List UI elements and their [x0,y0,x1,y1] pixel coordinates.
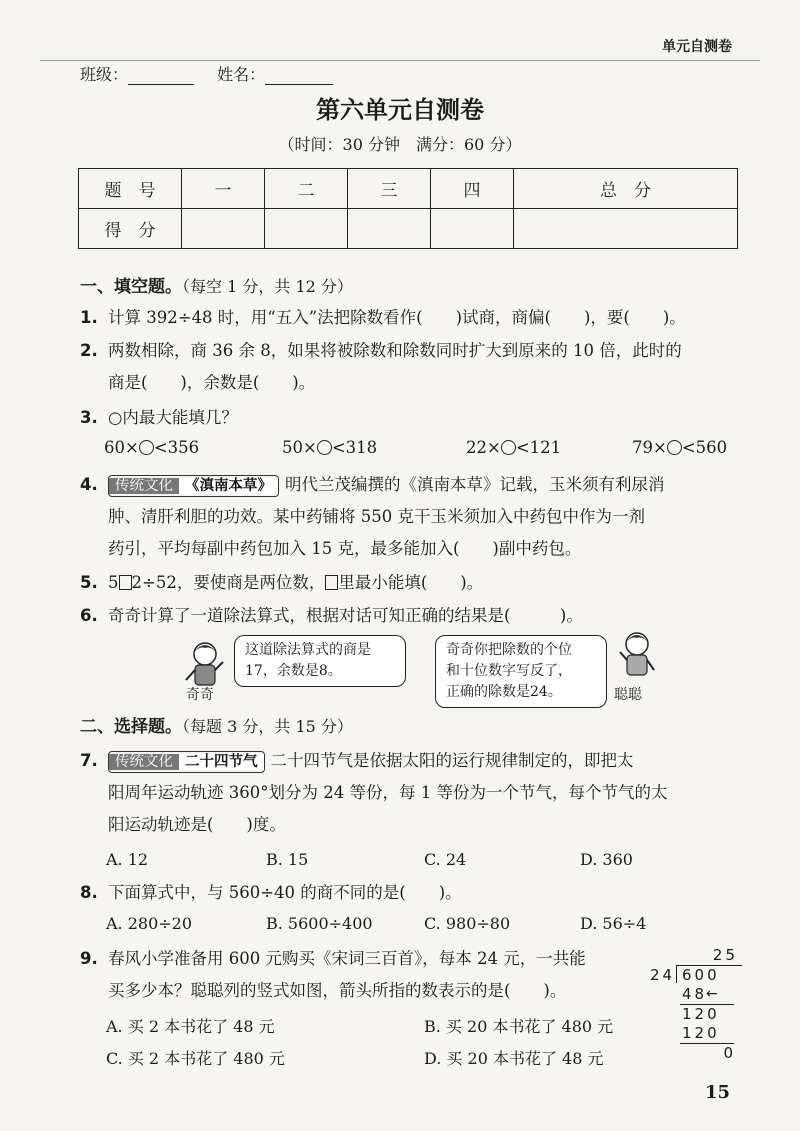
section-2-note: （每题 3 分，共 15 分） [182,717,353,736]
score-cell[interactable] [513,209,737,249]
section-1-heading [80,272,353,297]
question-3 [80,405,740,431]
section-1-title: 一、填空题。 [80,277,182,297]
question-8 [80,880,740,906]
blank-box[interactable] [119,575,132,590]
division-dividend: 600 [682,966,720,984]
option-a[interactable]: A. 买 2 本书花了 48 元 [106,1017,275,1036]
arrow-left-icon: ← [706,986,718,1002]
score-header-cell: 四 [430,169,513,209]
question-number: 6. [80,606,98,625]
section-2-title: 二、选择题。 [80,717,182,737]
score-table-header-row [79,169,738,209]
division-remainder: 0 [723,1044,736,1062]
score-header-cell: 二 [264,169,347,209]
score-cell[interactable] [264,209,347,249]
question-text: 阳运动轨迹是( )度。 [108,815,286,834]
question-text: 计算 392÷48 时，用“五入”法把除数看作( )试商，商偏( )，要( )。 [108,308,686,327]
score-header-cell: 一 [182,169,265,209]
question-4 [80,472,740,562]
question-text: 下面算式中，与 560÷40 的商不同的是( )。 [108,883,462,902]
speech-bubble-left: 这道除法算式的商是 17，余数是8。 [234,635,406,687]
long-division [650,946,742,1066]
score-cell[interactable] [347,209,430,249]
question-text: 药引，平均每副中药包加入 15 克，最多能加入( )副中药包。 [108,539,582,558]
inequality-item: 60× <356 [104,438,200,457]
inequality-item: 50× <318 [282,438,378,457]
page-subtitle: （时间：30 分钟 满分：60 分） [278,135,522,154]
question-text: 阳周年运动轨迹 360°划分为 24 等份，每 1 等份为一个节气，每个节气的太 [108,783,668,802]
question-number: 7. [80,751,98,770]
option-c[interactable]: C. 980÷80 [424,914,511,933]
question-text: 肿、清肝利胆的功效。某中药铺将 550 克干玉米须加入中药包中作为一剂 [108,507,645,526]
question-number: 5. [80,573,98,592]
class-blank[interactable] [128,70,194,85]
class-name-line [80,62,333,85]
question-1 [80,305,740,331]
division-step-1: 48 [682,985,708,1003]
question-7 [80,748,740,838]
question-5 [80,570,740,596]
blank-circle[interactable] [317,440,332,455]
option-b[interactable]: B. 买 20 本书花了 480 元 [424,1017,614,1036]
inequality-item: 79× <560 [632,438,728,457]
class-label: 班级： [80,65,129,84]
question-text: 传统文化 二十四节气 二十四节气是依据太阳的运行规律制定的，即把太 [108,748,740,774]
division-bracket [676,965,677,983]
header-divider [40,60,760,61]
option-a[interactable]: A. 12 [106,850,149,869]
name-blank[interactable] [265,70,333,85]
score-row-label: 得 分 [79,209,182,249]
option-b[interactable]: B. 5600÷400 [266,914,373,933]
question-number: 1. [80,308,98,327]
option-a[interactable]: A. 280÷20 [106,914,193,933]
inequality-item: 22× <121 [466,438,562,457]
question-text: 商是( )，余数是( )。 [108,373,316,392]
blank-circle[interactable] [667,440,682,455]
question-text: 5 2÷52，要使商是两位数， 里最小能填( )。 [108,573,484,592]
option-b[interactable]: B. 15 [266,850,309,869]
question-number: 2. [80,341,98,360]
score-header-cell: 总 分 [513,169,737,209]
question-number: 9. [80,949,98,968]
speech-bubble-right: 奇奇你把除数的个位 和十位数字写反了， 正确的除数是24。 [435,635,607,708]
question-text: 春风小学准备用 600 元购买《宋词三百首》，每本 24 元，一共能 [108,949,586,968]
question-number: 4. [80,475,98,494]
culture-tag: 传统文化 《滇南本草》 [108,475,279,497]
question-text: ○内最大能填几？ [108,408,238,427]
blank-circle[interactable] [139,440,154,455]
option-c[interactable]: C. 24 [424,850,467,869]
name-congcong: 聪聪 [614,687,642,703]
question-number: 8. [80,883,98,902]
division-step-3: 120 [682,1024,720,1042]
section-1-note: （每空 1 分，共 12 分） [182,277,353,296]
blank-circle[interactable] [501,440,516,455]
option-c[interactable]: C. 买 2 本书花了 480 元 [106,1049,285,1068]
name-label: 姓名： [217,65,266,84]
question-number: 3. [80,408,98,427]
question-text: 传统文化 《滇南本草》 明代兰茂编撰的《滇南本草》记载，玉米须有利尿消 [108,472,740,498]
question-text: 两数相除，商 36 余 8，如果将被除数和除数同时扩大到原来的 10 倍，此时的 [108,341,682,360]
score-header-cell: 题 号 [79,169,182,209]
question-text: 买多少本？聪聪列的竖式如图，箭头所指的数表示的是( )。 [108,981,567,1000]
page-number: 15 [704,1082,730,1103]
question-text: 奇奇计算了一道除法算式，根据对话可知正确的结果是( )。 [108,606,583,625]
culture-tag: 传统文化 二十四节气 [108,751,265,773]
page-title: 第六单元自测卷 [316,96,484,124]
division-quotient: 25 [712,946,738,964]
question-6 [80,603,740,629]
blank-box [325,575,338,590]
section-label: 单元自测卷 [662,39,732,55]
division-divisor: 24 [650,966,676,984]
boy-congcong-icon [612,630,662,682]
question-2 [80,338,740,396]
score-table-score-row [79,209,738,249]
score-table [78,168,738,249]
score-header-cell: 三 [347,169,430,209]
score-cell[interactable] [182,209,265,249]
section-2-heading [80,712,353,737]
name-qiqi: 奇奇 [186,687,214,703]
score-cell[interactable] [430,209,513,249]
option-d[interactable]: D. 买 20 本书花了 48 元 [424,1049,604,1068]
division-step-2: 120 [682,1005,720,1023]
option-d[interactable]: D. 56÷4 [580,914,647,933]
question-9 [80,946,650,1004]
option-d[interactable]: D. 360 [580,850,633,869]
